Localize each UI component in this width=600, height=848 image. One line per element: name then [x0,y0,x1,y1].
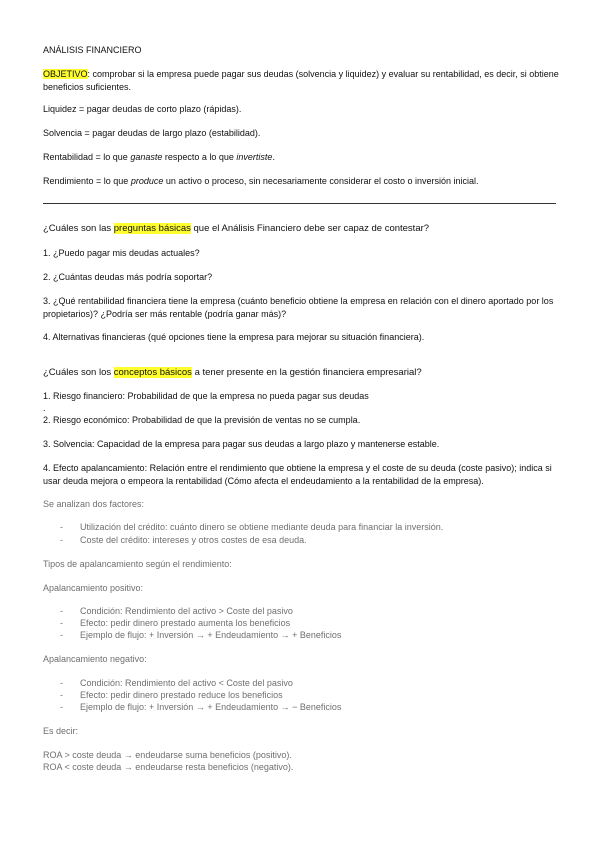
bullet-dash: - [60,630,63,640]
question-conceptos [43,367,563,380]
def-liquidez: Liquidez = pagar deudas de corto plazo (rápidas). [43,104,242,114]
list-item: 3. Solvencia: Capacidad de la empresa para pagar sus deudas a largo plazo y mantenerse estable. [43,439,440,449]
question-preguntas [43,223,563,236]
list-item: 4. Efecto apalancamiento: Relación entre el rendimiento que obtiene la empresa y el coste de su deuda (coste pasivo); indica si usar deuda mejora o empeora la rentabilidad (Cómo afecta el endeudamiento a la rentabilidad de la empresa). [43,463,552,486]
conclusion-heading: Es decir: [43,726,79,736]
list-item: 1. ¿Puedo pagar mis deudas actuales? [43,248,200,258]
list-item: 2. Riesgo económico: Probabilidad de que la previsión de ventas no se cumpla. [43,415,361,425]
objetivo-text: : comprobar si la empresa puede pagar sus deudas (solvencia y liquidez) y evaluar su rentabilidad, es decir, si obtiene beneficios suficientes. [43,69,559,92]
bullet-dash: - [60,618,63,628]
bullet-text: Efecto: pedir dinero prestado reduce los beneficios [80,690,283,700]
question-highlight: preguntas básicas [113,223,191,234]
bullet-dash: - [60,535,63,545]
bullet-text: Utilización del crédito: cuánto dinero se obtiene mediante deuda para financiar la inversión. [80,522,444,532]
bullet-text: Coste del crédito: intereses y otros costes de esa deuda. [80,535,307,545]
bullet-dash: - [60,522,63,532]
stray-dot: . [43,403,46,413]
def-rentabilidad [43,151,563,164]
list-item: 2. ¿Cuántas deudas más podría soportar? [43,272,213,282]
factores-heading: Se analizan dos factores: [43,499,145,509]
objetivo-label: OBJETIVO [43,69,88,79]
question-highlight: conceptos básicos [113,367,192,378]
bullet-text: Ejemplo de flujo: + Inversión → + Endeudamiento → − Beneficios [80,702,342,712]
def-rentabilidad-ganaste: ganaste [130,152,163,162]
question-text: a tener presente en la gestión financiera empresarial? [191,367,422,378]
document-title: ANÁLISIS FINANCIERO [43,45,142,55]
bullet-text: Efecto: pedir dinero prestado aumenta los beneficios [80,618,291,628]
def-rentabilidad-part: . [272,152,275,162]
bullet-dash: - [60,690,63,700]
objetivo-paragraph [43,68,563,93]
list-item: 3. ¿Qué rentabilidad financiera tiene la empresa (cuánto beneficio obtiene la empresa en relación con el dinero aportado por los propietarios)? ¿Podría ser más rentable (podría ganar más)? [43,296,554,319]
question-text: que el Análisis Financiero debe ser capaz de contestar? [190,223,430,234]
def-solvencia: Solvencia = pagar deudas de largo plazo (estabilidad). [43,128,261,138]
bullet-text: Ejemplo de flujo: + Inversión → + Endeudamiento → + Beneficios [80,630,342,640]
question-text: ¿Cuáles son los [43,367,114,378]
bullet-text: Condición: Rendimiento del activo < Coste del pasivo [80,678,293,688]
def-rendimiento-part: Rendimiento = lo que [43,176,131,186]
conclusion-line: ROA > coste deuda → endeudarse suma beneficios (positivo). [43,750,292,760]
list-item: 4. Alternativas financieras (qué opciones tiene la empresa para mejorar su situación financiera). [43,332,425,342]
def-rendimiento [43,175,563,188]
def-rentabilidad-part: respecto a lo que [162,152,237,162]
def-rentabilidad-part: Rentabilidad = lo que [43,152,131,162]
list-item: 1. Riesgo financiero: Probabilidad de que la empresa no pueda pagar sus deudas [43,391,369,401]
def-rendimiento-part: un activo o proceso, sin necesariamente considerar el costo o inversión inicial. [163,176,479,186]
def-rendimiento-produce: produce [130,176,164,186]
horizontal-rule [43,203,556,204]
negativo-heading: Apalancamiento negativo: [43,654,147,664]
bullet-text: Condición: Rendimiento del activo > Coste del pasivo [80,606,293,616]
question-text: ¿Cuáles son las [43,223,114,234]
bullet-dash: - [60,606,63,616]
bullet-dash: - [60,702,63,712]
def-rentabilidad-invertiste: invertiste [236,152,273,162]
bullet-dash: - [60,678,63,688]
conclusion-line: ROA < coste deuda → endeudarse resta beneficios (negativo). [43,762,294,772]
tipos-heading: Tipos de apalancamiento según el rendimiento: [43,559,232,569]
positivo-heading: Apalancamiento positivo: [43,583,144,593]
